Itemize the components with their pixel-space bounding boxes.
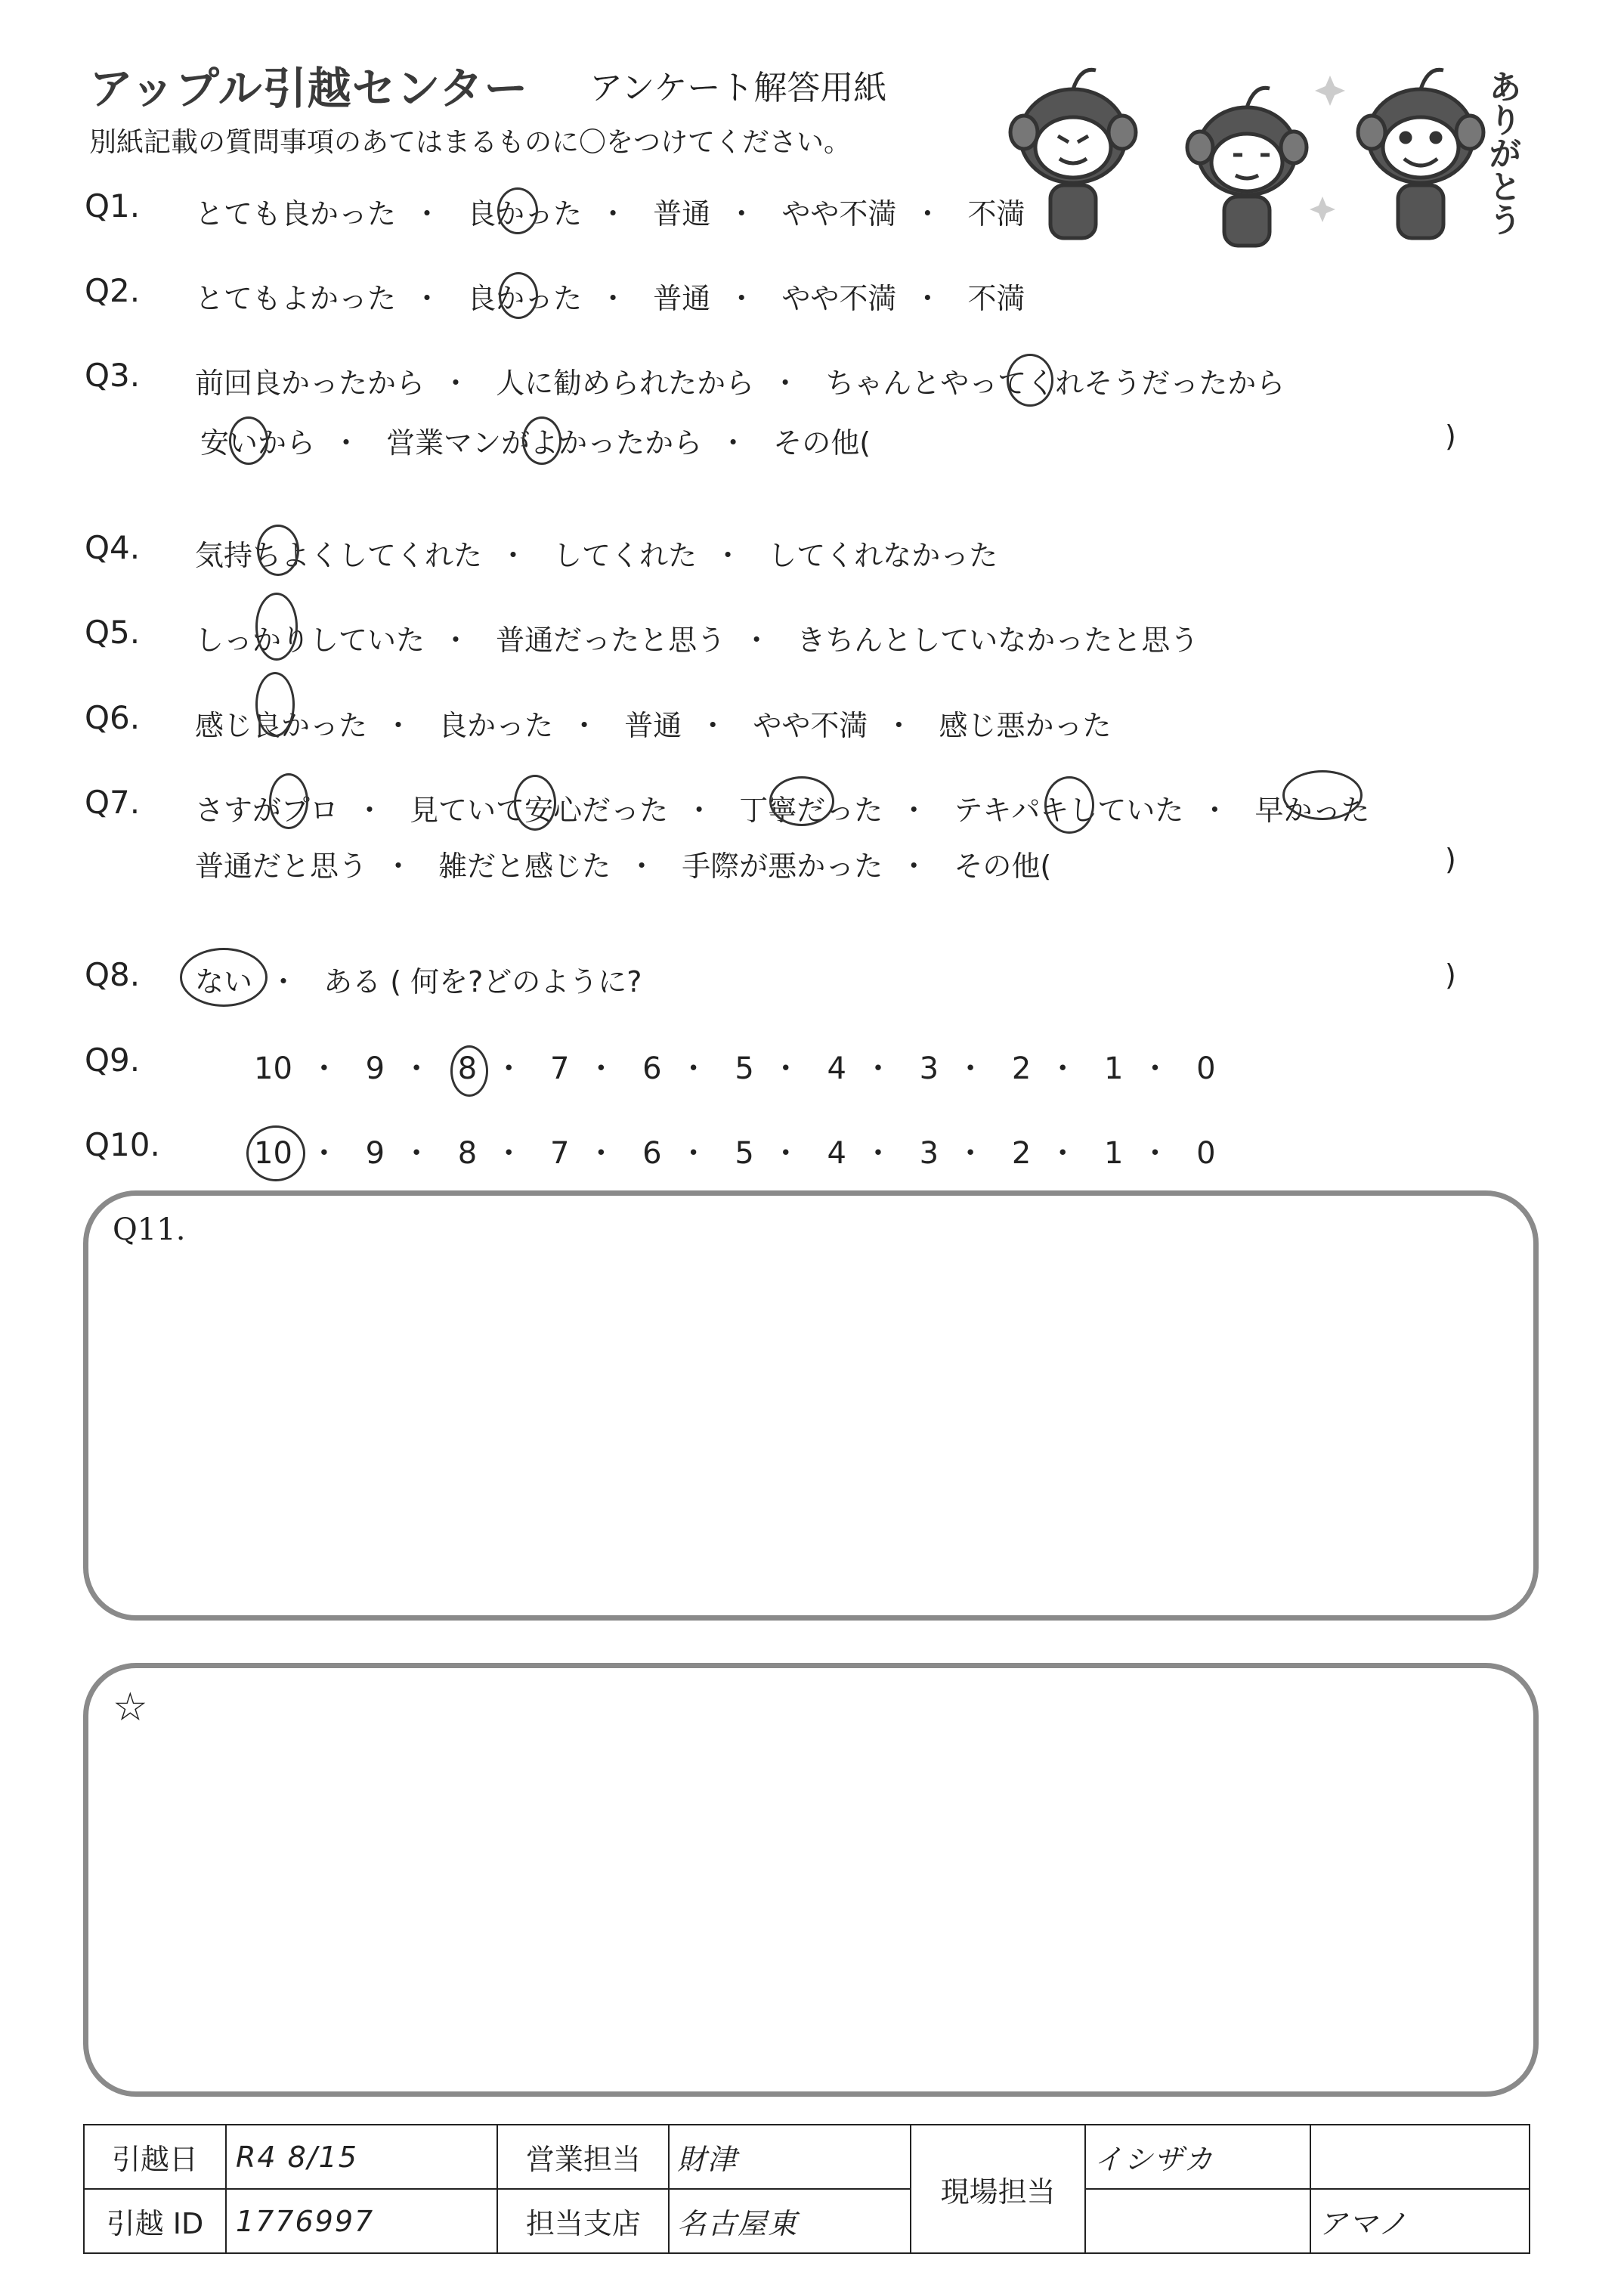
form-subtitle: アンケート解答用紙 <box>589 69 887 107</box>
q9-score-option[interactable]: 4 <box>827 1051 846 1086</box>
sales-rep-value[interactable]: 財津 <box>669 2125 911 2189</box>
q6-option[interactable]: 感じ悪かった <box>939 709 1112 742</box>
q8-option[interactable]: ある ( 何を?どのように? <box>323 965 642 998</box>
q10-score-option[interactable]: 7 <box>549 1136 570 1171</box>
q7-options-row-2: 普通だと思う ・ 雑だと感じた ・ 手際が悪かった ・ その他( <box>195 843 1051 884</box>
q10-scale: 10 ・ 9 ・ 8 ・ 7 ・ 6 ・ 5 ・ 4 ・ 3 ・ 2 ・ 1 ・ 0 <box>254 1129 1216 1172</box>
q4-options: 気持ちよくしてくれた ・ してくれた ・ してくれなかった <box>195 532 998 574</box>
move-date-label: 引越日 <box>84 2125 226 2189</box>
q7-option[interactable]: 雑だと感じた <box>438 850 611 883</box>
question-label: Q1. <box>85 187 141 224</box>
question-label: Q4. <box>85 529 141 566</box>
q11-label: Q11. <box>113 1212 186 1247</box>
q9-score-option[interactable]: 2 <box>1011 1051 1032 1086</box>
q10-score-option[interactable]: 8 <box>457 1136 478 1171</box>
q1-option[interactable]: 不満 <box>967 197 1025 231</box>
q7-option-selected[interactable]: 見ていて安心だった <box>410 787 668 828</box>
q7-option[interactable]: 手際が悪かった <box>682 850 883 883</box>
question-label: Q7. <box>85 784 141 821</box>
q7-close-paren: ) <box>1445 843 1456 876</box>
site-staff-label: 現場担当 <box>911 2125 1086 2253</box>
star-comment-box[interactable] <box>83 1663 1539 2097</box>
monkey-3-icon <box>1358 70 1483 238</box>
question-label: Q2. <box>85 272 141 309</box>
q10-score-option[interactable]: 3 <box>919 1136 939 1171</box>
q9-score-option[interactable]: 7 <box>549 1051 570 1086</box>
q3-option[interactable]: 前回良かったから <box>195 367 425 400</box>
site-staff-value-2[interactable]: アマノ <box>1310 2189 1530 2253</box>
site-staff-value-1[interactable]: イシザカ <box>1085 2125 1310 2189</box>
q10-score-option[interactable]: 4 <box>827 1136 846 1171</box>
q5-option[interactable]: 普通だったと思う <box>496 624 726 657</box>
q9-score-option[interactable]: 10 <box>254 1051 292 1086</box>
sparkle-icon <box>1310 76 1345 222</box>
q3-options-row-2: 安いから ・ 営業マンがよかったから ・ その他( <box>200 419 871 461</box>
move-id-value[interactable]: 1776997 <box>226 2189 497 2253</box>
q1-options: とても良かった ・ 良かった ・ 普通 ・ やや不満 ・ 不満 <box>195 190 1025 232</box>
q5-options: しっかりしていた ・ 普通だったと思う ・ きちんとしていなかったと思う <box>195 617 1199 658</box>
question-label: Q3. <box>85 357 141 394</box>
form-instruction: 別紙記載の質問事項のあてはまるものに〇をつけてください。 <box>89 127 852 158</box>
question-label: Q8. <box>85 956 141 993</box>
q7-option[interactable]: 普通だと思う <box>195 850 368 883</box>
star-icon: ☆ <box>113 1685 148 1730</box>
site-staff-empty-2[interactable] <box>1085 2189 1310 2253</box>
q3-option-selected[interactable]: ちゃんとやってくれそうだったから <box>825 360 1285 401</box>
q10-score-option[interactable]: 0 <box>1196 1136 1216 1171</box>
q3-option-selected[interactable]: 営業マンがよかったから <box>386 419 702 461</box>
q9-score-option[interactable]: 3 <box>919 1051 939 1086</box>
q11-comment-box[interactable] <box>83 1190 1539 1621</box>
q3-options: 前回良かったから ・ 人に勧められたから ・ ちゃんとやってくれそうだったから <box>195 360 1285 401</box>
q2-option[interactable]: やや不満 <box>781 282 897 315</box>
q8-option-selected[interactable]: ない <box>195 958 252 1000</box>
q2-option[interactable]: 普通 <box>653 282 711 315</box>
q9-score-option[interactable]: 6 <box>642 1051 662 1086</box>
question-label: Q9. <box>85 1042 141 1079</box>
q1-option-selected[interactable]: 良かった <box>467 190 582 232</box>
question-label: Q5. <box>85 614 141 651</box>
q6-option[interactable]: 普通 <box>624 709 682 742</box>
q9-scale: 10 ・ 9 ・ 8 ・ 7 ・ 6 ・ 5 ・ 4 ・ 3 ・ 2 ・ 1 ・ 0 <box>254 1045 1216 1088</box>
q7-option-selected[interactable]: 丁寧だった <box>739 787 883 828</box>
q5-option[interactable]: きちんとしていなかったと思う <box>797 624 1199 657</box>
move-date-value[interactable]: R4 8/15 <box>226 2125 497 2189</box>
q9-score-option[interactable]: 5 <box>735 1051 754 1086</box>
q7-option-selected[interactable]: さすがプロ <box>195 787 339 828</box>
q6-options: 感じ良かった ・ 良かった ・ 普通 ・ やや不満 ・ 感じ悪かった <box>195 702 1112 744</box>
q10-score-option-selected[interactable]: 10 <box>254 1136 292 1171</box>
q7-options: さすがプロ ・ 見ていて安心だった ・ 丁寧だった ・ テキパキしていた ・ 早かった <box>195 787 1370 828</box>
q3-close-paren: ) <box>1445 419 1456 453</box>
q7-option-selected[interactable]: 早かった <box>1255 787 1370 828</box>
monkey-1-icon <box>1010 70 1136 238</box>
q3-option-other[interactable]: その他( <box>773 426 871 460</box>
q10-score-option[interactable]: 1 <box>1104 1136 1124 1171</box>
q7-option-selected[interactable]: テキパキしていた <box>954 787 1183 828</box>
mascot-illustration <box>998 45 1519 257</box>
q4-option[interactable]: してくれた <box>553 539 698 572</box>
q3-option[interactable]: 人に勧められたから <box>496 367 755 400</box>
q5-option-selected[interactable]: しっかりしていた <box>195 617 425 658</box>
q10-score-option[interactable]: 6 <box>642 1136 662 1171</box>
q2-option-selected[interactable]: 良かった <box>467 275 582 317</box>
q3-option-selected[interactable]: 安いから <box>200 419 315 461</box>
q2-option[interactable]: 不満 <box>967 282 1025 315</box>
q9-score-option[interactable]: 0 <box>1196 1051 1216 1086</box>
q10-score-option[interactable]: 5 <box>735 1136 754 1171</box>
question-label: Q10. <box>85 1126 160 1163</box>
q10-score-option[interactable]: 2 <box>1011 1136 1032 1171</box>
q9-score-option[interactable]: 1 <box>1104 1051 1124 1086</box>
q4-option[interactable]: してくれなかった <box>768 539 998 572</box>
q4-option-selected[interactable]: 気持ちよくしてくれた <box>195 532 482 574</box>
q2-options: とてもよかった ・ 良かった ・ 普通 ・ やや不満 ・ 不満 <box>195 275 1025 317</box>
q7-option-other[interactable]: その他( <box>954 850 1052 883</box>
thanks-text: ありがとう <box>1483 70 1521 236</box>
site-staff-empty-1[interactable] <box>1310 2125 1530 2189</box>
sales-rep-label: 営業担当 <box>497 2125 669 2189</box>
q9-score-option-selected[interactable]: 8 <box>458 1051 477 1086</box>
q2-option[interactable]: とてもよかった <box>195 282 397 315</box>
q6-option-selected[interactable]: 感じ良かった <box>195 702 367 744</box>
branch-value[interactable]: 名古屋東 <box>669 2189 911 2253</box>
q1-option[interactable]: 普通 <box>653 197 711 231</box>
form-title: アップル引越センター <box>89 63 529 114</box>
q6-option[interactable]: 良かった <box>438 709 554 742</box>
q8-options: ない ・ ある ( 何を?どのように? <box>195 958 642 1000</box>
q6-option[interactable]: やや不満 <box>753 709 868 742</box>
q1-option[interactable]: やや不満 <box>781 197 897 231</box>
q10-score-option[interactable]: 9 <box>365 1136 385 1171</box>
move-info-table <box>83 2124 1530 2254</box>
move-id-label: 引越 ID <box>84 2189 226 2253</box>
branch-label: 担当支店 <box>497 2189 669 2253</box>
q1-option[interactable]: とても良かった <box>195 197 397 231</box>
monkey-2-icon <box>1187 88 1307 246</box>
q8-close-paren: ) <box>1445 958 1456 992</box>
q9-score-option[interactable]: 9 <box>365 1051 385 1086</box>
question-label: Q6. <box>85 699 141 736</box>
